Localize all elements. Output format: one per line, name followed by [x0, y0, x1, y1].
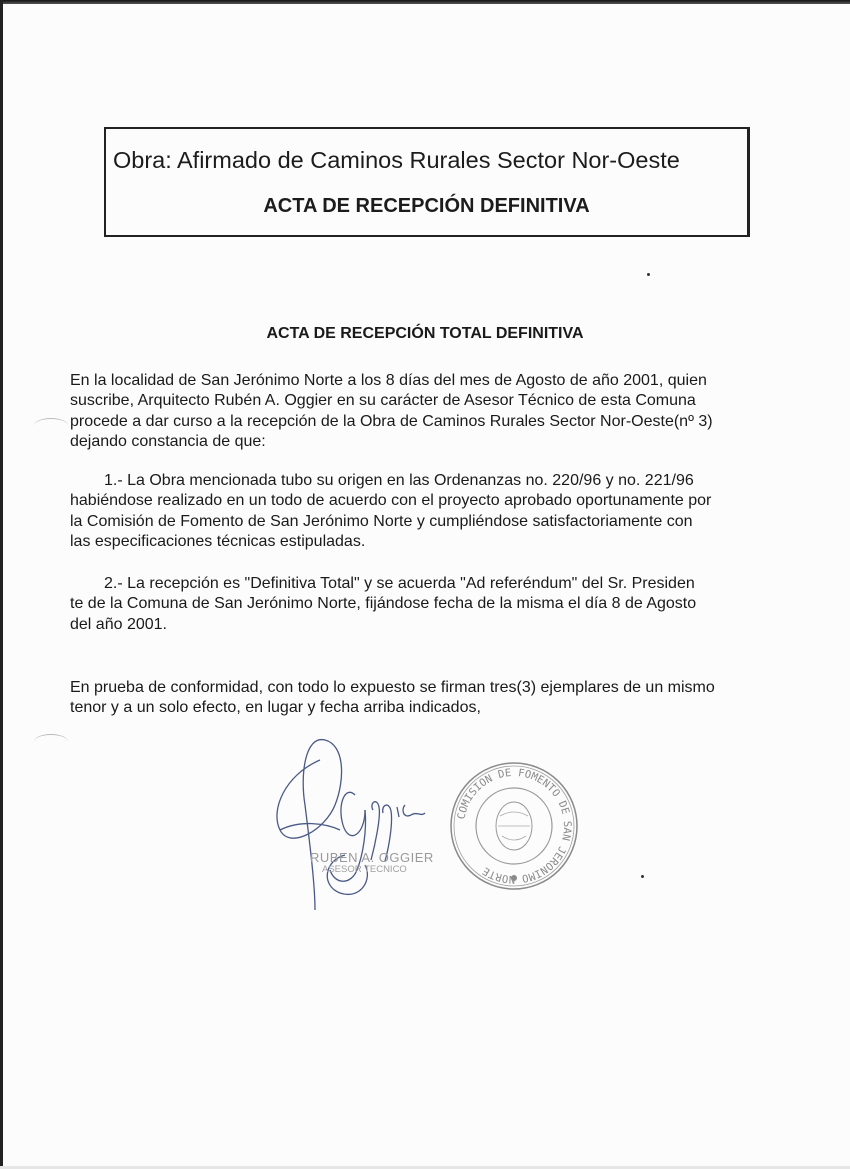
text-line: 2.- La recepción es "Definitiva Total" y se acuerda "Ad referéndum" del Sr. Presiden	[104, 575, 695, 592]
text-line: la Comisión de Fomento de San Jerónimo Norte y cumpliéndose satisfactoriamente con	[70, 512, 693, 530]
text-line: procede a dar curso a la recepción de la Obra de Caminos Rurales Sector Nor-Oeste(nº 3)	[70, 412, 713, 430]
text-line: tenor y a un solo efecto, en lugar y fecha arriba indicados,	[70, 699, 481, 717]
scan-speck	[641, 875, 644, 878]
handwritten-signature	[265, 735, 445, 915]
scan-top-edge	[0, 0, 850, 4]
text-line: 1.- La Obra mencionada tubo su origen en las Ordenanzas no. 220/96 y no. 221/96	[104, 472, 694, 489]
seal-text: COMISION DE FOMENTO DE SAN JERONIMO NORTE	[455, 766, 574, 886]
closing-paragraph	[70, 678, 760, 719]
signatory-name: RUBEN A. OGGIER	[310, 850, 434, 865]
punch-hole-mark	[34, 734, 68, 749]
item-2-paragraph	[70, 574, 760, 635]
intro-paragraph	[70, 371, 760, 452]
item-1-paragraph	[70, 471, 760, 552]
document-title: ACTA DE RECEPCIÓN DEFINITIVA	[263, 195, 590, 217]
scan-left-edge	[0, 0, 3, 1169]
scan-speck	[647, 273, 650, 276]
title-box	[104, 127, 750, 237]
text-line: dejando constancia de que:	[70, 432, 266, 450]
obra-title: Obra: Afirmado de Caminos Rurales Sector Nor-Oeste	[113, 147, 680, 173]
official-seal	[448, 760, 580, 892]
text-line: del año 2001.	[70, 615, 167, 633]
text-line: las especificaciones técnicas estipuladas.	[70, 532, 366, 550]
text-line: suscribe, Arquitecto Rubén A. Oggier en su carácter de Asesor Técnico de esta Comuna	[70, 392, 696, 410]
text-line: habiéndose realizado en un todo de acuerdo con el proyecto aprobado oportunamente por	[70, 492, 712, 510]
section-heading: ACTA DE RECEPCIÓN TOTAL DEFINITIVA	[266, 325, 584, 342]
text-line: En la localidad de San Jerónimo Norte a los 8 días del mes de Agosto de año 2001, quien	[70, 372, 707, 389]
text-line: te de la Comuna de San Jerónimo Norte, fijándose fecha de la misma el día 8 de Agosto	[70, 595, 697, 613]
signatory-role: ASESOR TECNICO	[322, 864, 407, 875]
text-line: En prueba de conformidad, con todo lo expuesto se firman tres(3) ejemplares de un mismo	[70, 679, 715, 696]
punch-hole-mark	[34, 418, 68, 433]
